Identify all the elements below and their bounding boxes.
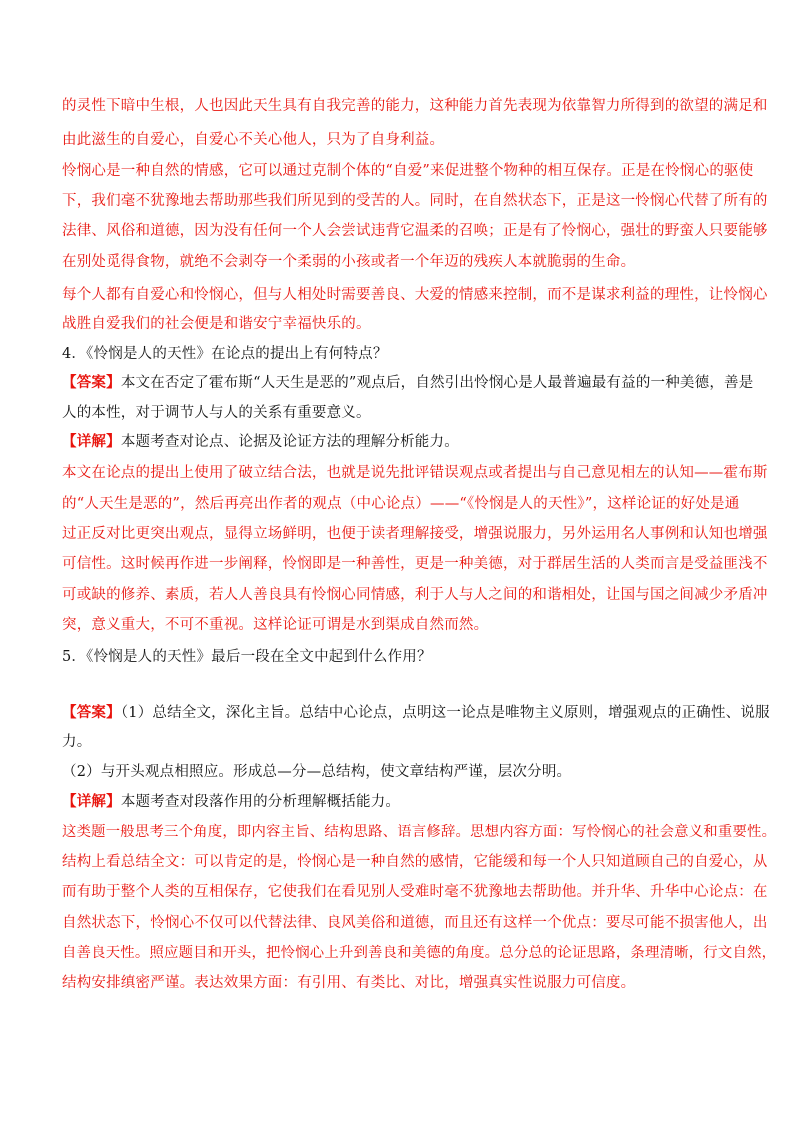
passage-line: 战胜自爱我们的社会便是和谐安宁幸福快乐的。: [62, 316, 371, 332]
detail-4-body: 可信性。这时候再作进一步阐释，怜悯即是一种善性，更是一种美德，对于群居生活的人类而言是受益匪浅不: [62, 556, 768, 572]
detail-tag: 【详解】: [62, 433, 121, 450]
detail-5-body: 而有助于整个人类的互相保存，它使我们在看见别人受难时毫不犹豫地去帮助他。并升华、升华中心论点：在: [62, 884, 768, 900]
detail-5-body: 这类题一般思考三个角度，即内容主旨、结构思路、语言修辞。思想内容方面：写怜悯心的社会意义和重要性。: [62, 824, 777, 840]
question-4: 4．《怜悯是人的天性》在论点的提出上有何特点？: [62, 346, 388, 362]
detail-4-body: 本文在论点的提出上使用了破立结合法，也就是说先批评错误观点或者提出与自己意见相左的认知——霍布斯: [62, 465, 768, 481]
detail-5-body: 自然状态下，怜悯心不仅可以代替法律、良风美俗和道德，而且还有这样一个优点：要尽可能不损害他人，出: [62, 915, 768, 931]
detail-4-line: [62, 432, 459, 452]
detail-tag: 【详解】: [62, 793, 121, 810]
question-5: 5．《怜悯是人的天性》最后一段在全文中起到什么作用？: [62, 649, 432, 665]
detail-4-body: 突，意义重大，不可不重视。这样论证可谓是水到渠成自然而然。: [62, 617, 489, 633]
passage-line: 怜悯心是一种自然的情感，它可以通过克制个体的“自爱”来促进整个物种的相互保存。正是在怜悯心的驱使: [62, 163, 754, 179]
answer-5-line: 力。: [62, 734, 92, 750]
answer-tag: 【答案】: [62, 704, 121, 721]
detail-5-body: 结构上看总结全文：可以肯定的是，怜悯心是一种自然的感情，它能缓和每一个人只知道顾自己的自爱心，从: [62, 854, 768, 870]
detail-4-body: 过正反对比更突出观点，显得立场鲜明，也便于读者理解接受，增强说服力，另外运用名人事例和认知也增强: [62, 526, 768, 542]
answer-tag: 【答案】: [62, 374, 121, 391]
detail-5-line: [62, 792, 400, 812]
passage-line: 由此滋生的自爱心，自爱心不关心他人，只为了自身利益。: [62, 132, 445, 148]
detail-4-body: 的“人天生是恶的”，然后再亮出作者的观点（中心论点）——“《怜悯是人的天性》”，这样论证的好处是通: [62, 496, 740, 512]
detail-intro: 本题考查对段落作用的分析理解概括能力。: [120, 794, 401, 810]
passage-line: 在别处觅得食物，就绝不会剥夺一个柔弱的小孩或者一个年迈的残疾人本就脆弱的生命。: [62, 254, 636, 270]
answer-text: （1）总结全文，深化主旨。总结中心论点，点明这一论点是唯物主义原则，增强观点的正确性、说服: [120, 705, 770, 721]
detail-intro: 本题考查对论点、论据及论证方法的理解分析能力。: [120, 434, 459, 450]
answer-4-line: [62, 373, 753, 393]
answer-5-line: [62, 703, 770, 723]
detail-5-body: 结构安排缜密严谨。表达效果方面：有引用、有类比、对比，增强真实性说服力可信度。: [62, 975, 636, 991]
answer-text: 本文在否定了霍布斯“人天生是恶的”观点后，自然引出怜悯心是人最普遍最有益的一种美德，善是: [120, 375, 754, 391]
passage-line: 的灵性下暗中生根，人也因此天生具有自我完善的能力，这种能力首先表现为依靠智力所得到的欲望的满足和: [62, 98, 768, 114]
passage-line: 每个人都有自爱心和怜悯心，但与人相处时需要善良、大爱的情感来控制，而不是谋求利益的理性，让怜悯心: [62, 287, 768, 303]
detail-4-body: 可或缺的修养、素质，若人人善良具有怜悯心同情感，利于人与人之间的和谐相处，让国与国之间减少矛盾冲: [62, 587, 768, 603]
detail-5-body: 自善良天性。照应题目和开头，把怜悯心上升到善良和美德的角度。总分总的论证思路，条理清晰，行文自然，: [62, 945, 777, 961]
answer-5-point-2: （2）与开头观点相照应。形成总—分—总结构，使文章结构严谨，层次分明。: [62, 764, 572, 780]
answer-4-line: 人的本性，对于调节人与人的关系有重要意义。: [62, 405, 371, 421]
passage-line: 下，我们毫不犹豫地去帮助那些我们所见到的受苦的人。同时，在自然状态下，正是这一怜悯心代替了所有的: [62, 193, 768, 209]
passage-line: 法律、风俗和道德，因为没有任何一个人会尝试违背它温柔的召唤；正是有了怜悯心，强壮的野蛮人只要能够: [62, 223, 768, 239]
